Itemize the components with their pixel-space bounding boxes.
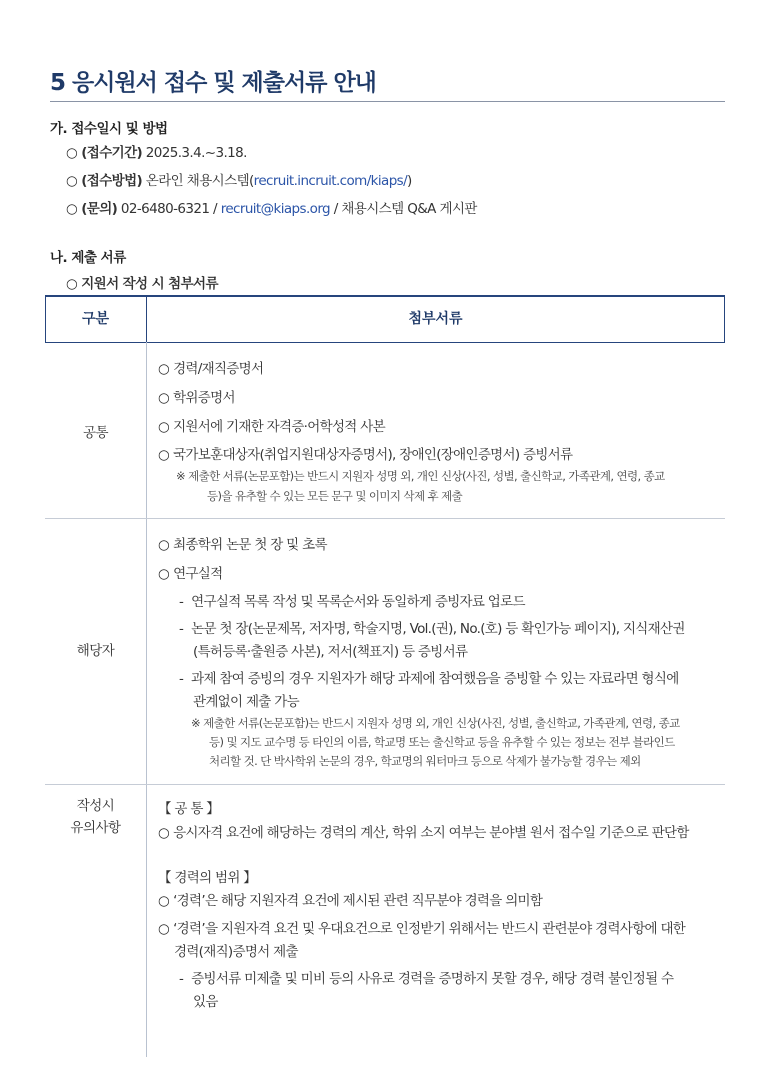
writing-career-item-1 <box>158 889 542 909</box>
header-category: 구분 <box>81 311 110 327</box>
subheading-attachments <box>66 272 218 292</box>
category-line-2: 유의사항 <box>70 820 121 836</box>
period-value: 2025.3.4.~3.18. <box>142 145 247 161</box>
bullet-circle: ○ <box>66 201 78 217</box>
bullet-circle: ○ <box>158 921 170 937</box>
item-text: 논문 첫 장(논문제목, 저자명, 학술지명, Vol.(권), No.(호) 등 확인가능 페이지), 지식재산권 <box>191 621 685 637</box>
column-divider <box>146 342 147 1057</box>
category-applicable: 해당자 <box>76 643 115 659</box>
bullet-circle: ○ <box>158 893 170 909</box>
bullet-circle: ○ <box>158 419 170 435</box>
dash-bullet: - <box>179 594 184 610</box>
writing-dash-1 <box>179 967 673 987</box>
bullet-circle: ○ <box>66 145 78 161</box>
item-text: 지원서에 기재한 자격증·어학성적 사본 <box>173 419 385 435</box>
applicable-item-thesis <box>158 533 327 553</box>
header-column-divider <box>146 297 147 342</box>
research-dash-2-cont: (특허등록·출원증 사본), 저서(책표지) 등 증빙서류 <box>193 644 468 660</box>
inquiry-line <box>66 197 477 217</box>
item-text: 학위증명서 <box>173 390 235 406</box>
item-text: 응시자격 요건에 해당하는 경력의 계산, 학위 소지 여부는 분야별 원서 접수일 기준으로 판단함 <box>173 825 689 841</box>
bullet-circle: ○ <box>158 361 170 377</box>
item-text: 과제 참여 증빙의 경우 지원자가 해당 과제에 참여했음을 증빙할 수 있는 자료라면 형식에 <box>191 671 679 687</box>
item-text: 최종학위 논문 첫 장 및 초록 <box>173 537 327 553</box>
row-divider <box>45 784 725 785</box>
item-text: 연구실적 목록 작성 및 목록순서와 동일하게 증빙자료 업로드 <box>191 594 525 610</box>
bullet-circle: ○ <box>66 173 78 189</box>
method-text: 온라인 채용시스템( <box>142 173 254 189</box>
category-common: 공통 <box>82 425 109 441</box>
header-attachments: 첨부서류 <box>408 311 463 327</box>
bullet-circle: ○ <box>158 825 170 841</box>
label-period: (접수기간) <box>81 145 143 161</box>
research-dash-2 <box>179 617 685 637</box>
title-divider <box>50 101 725 102</box>
page-title: 5 응시원서 접수 및 제출서류 안내 <box>50 70 376 96</box>
inquiry-email-link[interactable]: recruit@kiaps.org <box>220 201 330 217</box>
item-text: ‘경력’은 해당 지원자격 요건에 제시된 관련 직무분야 경력을 의미함 <box>173 893 543 909</box>
section-heading-schedule: 가. 접수일시 및 방법 <box>50 121 168 137</box>
common-item-degree <box>158 386 235 406</box>
item-text: 경력/재직증명서 <box>173 361 264 377</box>
bullet-circle: ○ <box>158 447 170 463</box>
dash-bullet: - <box>179 621 184 637</box>
dash-bullet: - <box>179 971 184 987</box>
section-heading-documents: 나. 제출 서류 <box>50 250 126 266</box>
application-period-line <box>66 141 247 161</box>
documents-table <box>45 295 725 1057</box>
label-inquiry: (문의) <box>81 201 118 217</box>
subheading-text: 지원서 작성 시 첨부서류 <box>81 276 218 292</box>
writing-bracket-career: 【 경력의 범위 】 <box>158 870 257 886</box>
category-writing-notes <box>45 795 146 839</box>
writing-common-item <box>158 821 689 841</box>
category-line-1: 작성시 <box>76 798 115 814</box>
item-text: 국가보훈대상자(취업지원대상자증명서), 장애인(장애인증명서) 증빙서류 <box>173 447 573 463</box>
bullet-circle: ○ <box>158 537 170 553</box>
writing-career-item-2-cont: 경력(재직)증명서 제출 <box>174 944 298 960</box>
bullet-circle: ○ <box>158 390 170 406</box>
common-item-veterans <box>158 443 572 463</box>
applicable-item-research <box>158 562 222 582</box>
writing-career-item-2 <box>158 917 685 937</box>
research-dash-3-cont: 관계없이 제출 가능 <box>193 694 299 710</box>
common-note-line-2: 등)을 유추할 수 있는 모든 문구 및 이미지 삭제 후 제출 <box>207 489 463 503</box>
common-item-career <box>158 357 263 377</box>
table-header <box>45 297 725 343</box>
row-divider <box>45 518 725 519</box>
writing-dash-1-cont: 있음 <box>193 994 218 1010</box>
applicable-note-line-1: ※ 제출한 서류(논문포함)는 반드시 지원자 성명 외, 개인 신상(사진, 성별, 출신학교, 가족관계, 연령, 종교 <box>191 716 680 730</box>
item-text: 연구실적 <box>173 566 223 582</box>
item-text: 증빙서류 미제출 및 미비 등의 사유로 경력을 증명하지 못할 경우, 해당 경력 불인정될 수 <box>191 971 674 987</box>
common-item-certificates <box>158 415 385 435</box>
applicable-note-line-2: 등) 및 지도 교수명 등 타인의 이름, 학교명 또는 출신학교 등을 유추할 수 있는 정보는 전부 블라인드 <box>209 735 675 749</box>
research-dash-1 <box>179 590 525 610</box>
dash-bullet: - <box>179 671 184 687</box>
bullet-circle: ○ <box>66 276 78 292</box>
application-method-line <box>66 169 412 189</box>
method-text-end: ) <box>407 173 412 189</box>
inquiry-board: / 채용시스템 Q&A 게시판 <box>330 201 477 217</box>
common-note-line-1: ※ 제출한 서류(논문포함)는 반드시 지원자 성명 외, 개인 신상(사진, 성별, 출신학교, 가족관계, 연령, 종교 <box>176 469 665 483</box>
bullet-circle: ○ <box>158 566 170 582</box>
writing-bracket-common: 【 공 통 】 <box>158 801 220 817</box>
inquiry-phone: 02-6480-6321 / <box>117 201 221 217</box>
applicable-note-line-3: 처리할 것. 단 박사학위 논문의 경우, 학교명의 워터마크 등으로 삭제가 불가능할 경우는 제외 <box>209 754 641 768</box>
item-text: ‘경력’을 지원자격 요건 및 우대요건으로 인정받기 위해서는 반드시 관련분야 경력사항에 대한 <box>173 921 686 937</box>
research-dash-3 <box>179 667 679 687</box>
label-method: (접수방법) <box>81 173 143 189</box>
recruit-site-link[interactable]: recruit.incruit.com/kiaps/ <box>253 173 408 189</box>
